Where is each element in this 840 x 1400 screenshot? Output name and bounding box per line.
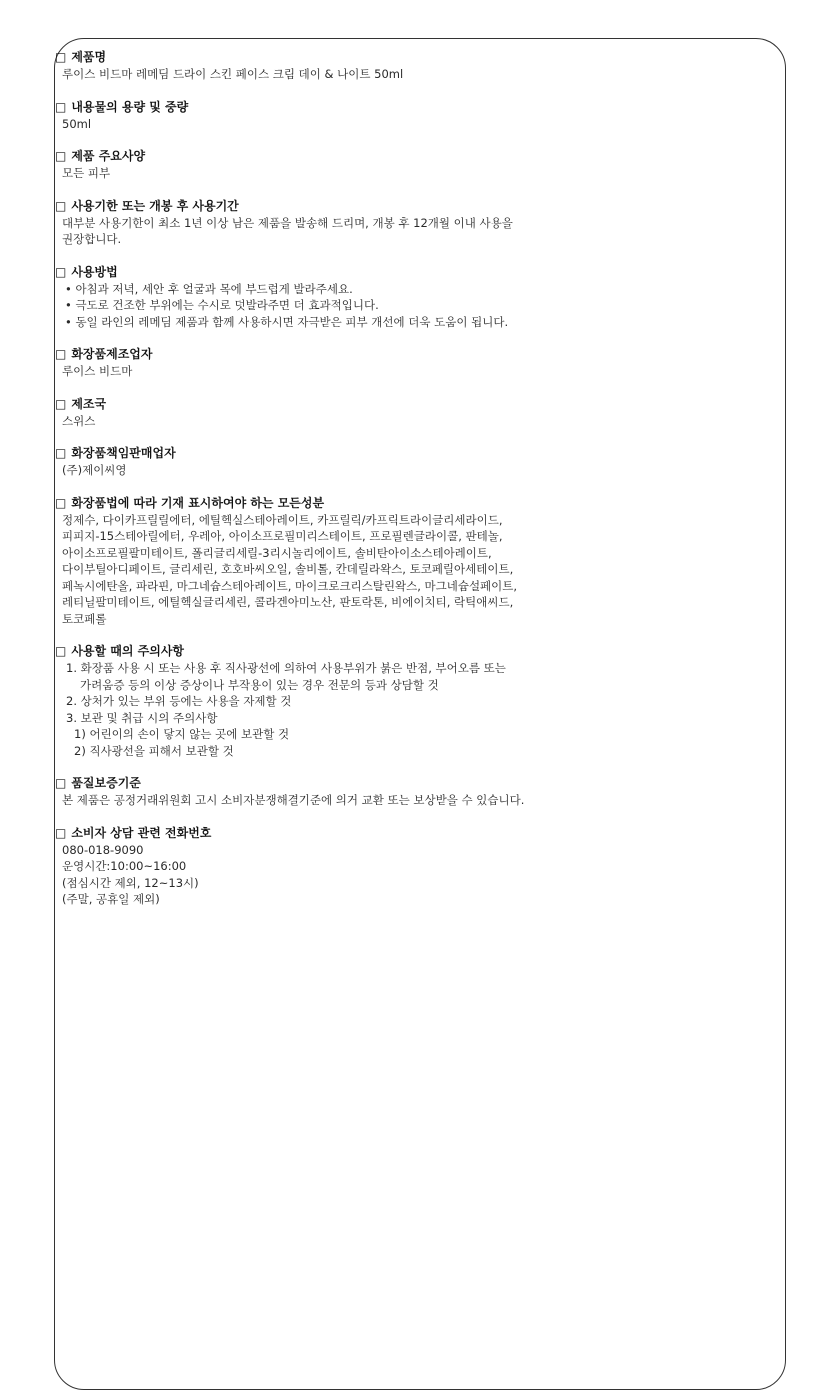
checkbox-icon: □ [55, 446, 67, 460]
heading-label: 제품명 [71, 50, 107, 64]
section-body [55, 66, 800, 83]
section-heading [55, 198, 800, 215]
body-line: 50ml [62, 116, 92, 131]
section-volume [55, 99, 800, 133]
body-line: 루이스 비드마 레메딤 드라이 스킨 페이스 크림 데이 & 나이트 50ml [62, 67, 404, 81]
body-line: 대부분 사용기한이 최소 1년 이상 남은 제품을 발송해 드리며, 개봉 후 12개월 이내 사용을 [62, 215, 513, 230]
section-body [55, 462, 800, 479]
operating-hours: 운영시간:10:00~16:00 [62, 859, 187, 873]
section-heading [55, 99, 800, 116]
section-body [55, 116, 800, 133]
section-heading [55, 775, 800, 792]
section-heading [55, 495, 800, 512]
section-usage [55, 264, 800, 331]
body-line: 모든 피부 [62, 166, 111, 180]
section-body [55, 165, 800, 182]
section-heading [55, 445, 800, 462]
heading-label: 화장품책임판매업자 [71, 446, 176, 460]
heading-label: 화장품제조업자 [71, 347, 153, 361]
product-info-list [55, 49, 800, 924]
checkbox-icon: □ [55, 264, 67, 279]
checkbox-icon: □ [55, 198, 67, 213]
body-line: 토코페롤 [62, 611, 107, 626]
heading-label: 소비자 상담 관련 전화번호 [71, 825, 212, 840]
heading-label: 사용기한 또는 개봉 후 사용기간 [71, 198, 239, 213]
section-body [55, 842, 800, 908]
heading-label: 사용방법 [71, 264, 118, 279]
checkbox-icon: □ [55, 644, 67, 658]
checkbox-icon: □ [55, 825, 67, 840]
precaution-item: 1. 화장품 사용 시 또는 사용 후 직사광선에 의하여 사용부위가 붉은 반점, 부어오름 또는 [66, 661, 506, 675]
checkbox-icon: □ [55, 50, 67, 64]
body-line: 정제수, 다이카프릴릴에터, 에틸헥실스테아레이트, 카프릴릭/카프릭트라이글리세라이드, [62, 512, 503, 527]
section-ingredients [55, 495, 800, 628]
section-precautions [55, 643, 800, 759]
precaution-item-continued: 가려움증 등의 이상 증상이나 부작용이 있는 경우 전문의 등과 상담할 것 [80, 677, 439, 692]
section-body [55, 281, 800, 331]
precaution-item: 2. 상처가 있는 부위 등에는 사용을 자제할 것 [66, 694, 292, 708]
section-heading [55, 49, 800, 66]
section-country [55, 396, 800, 430]
section-heading [55, 396, 800, 413]
precaution-subitem: 1) 어린이의 손이 닿지 않는 곳에 보관할 것 [74, 727, 290, 741]
section-heading [55, 643, 800, 660]
section-heading [55, 264, 800, 281]
checkbox-icon: □ [55, 347, 67, 361]
section-body [55, 792, 800, 809]
body-line: 권장합니다. [62, 232, 122, 246]
section-customer-service [55, 825, 800, 908]
heading-label: 제조국 [71, 396, 107, 411]
precaution-item: 3. 보관 및 취급 시의 주의사항 [66, 710, 218, 725]
section-specs [55, 148, 800, 182]
body-line: 다이부틸아디페이트, 글리세린, 호호바씨오일, 솔비톨, 칸데릴라왁스, 토코페릴아세테이트, [62, 562, 514, 576]
body-line: 루이스 비드마 [62, 364, 133, 378]
section-heading [55, 825, 800, 842]
phone-number: 080-018-9090 [62, 842, 144, 857]
section-body [55, 413, 800, 430]
checkbox-icon: □ [55, 776, 67, 790]
body-line: 아이소프로필팔미테이트, 폴리글리세릴-3리시놀리에이트, 솔비탄아이소스테아레이트, [62, 545, 492, 560]
lunch-break-note: (점심시간 제외, 12~13시) [62, 875, 199, 890]
section-heading [55, 148, 800, 165]
body-line: (주)제이씨영 [62, 463, 127, 477]
heading-label: 화장품법에 따라 기재 표시하여야 하는 모든성분 [71, 495, 325, 510]
section-heading [55, 346, 800, 363]
section-product-name [55, 49, 800, 83]
section-quality-guarantee [55, 775, 800, 809]
bullet-item: • 동일 라인의 레메딤 제품과 함께 사용하시면 자극받은 피부 개선에 더욱 도움이 됩니다. [65, 314, 509, 329]
section-body [55, 363, 800, 380]
body-line: 피피지-15스테아릴에터, 우레아, 아이소프로필미리스테이트, 프로필렌글라이콜, 판테놀, [62, 529, 503, 543]
holiday-note: (주말, 공휴일 제외) [62, 892, 160, 906]
checkbox-icon: □ [55, 99, 67, 114]
section-body [55, 512, 800, 628]
heading-label: 사용할 때의 주의사항 [71, 644, 185, 658]
section-distributor [55, 445, 800, 479]
body-line: 페녹시에탄올, 파라핀, 마그네슘스테아레이트, 마이크로크리스탈린왁스, 마그네슘설페이트, [62, 578, 518, 593]
heading-label: 제품 주요사양 [71, 149, 146, 163]
checkbox-icon: □ [55, 149, 67, 163]
section-body [55, 215, 800, 248]
bullet-item: • 아침과 저녁, 세안 후 얼굴과 목에 부드럽게 발라주세요. [65, 281, 353, 296]
checkbox-icon: □ [55, 495, 67, 510]
heading-label: 품질보증기준 [71, 776, 141, 790]
body-line: 레티닐팔미테이트, 에틸헥실글리세린, 콜라겐아미노산, 판토락톤, 비에이치티, 락틱애씨드, [62, 595, 514, 609]
section-manufacturer [55, 346, 800, 380]
heading-label: 내용물의 용량 및 중량 [71, 99, 189, 114]
body-line: 스위스 [62, 413, 96, 428]
checkbox-icon: □ [55, 396, 67, 411]
body-line: 본 제품은 공정거래위원회 고시 소비자분쟁해결기준에 의거 교환 또는 보상받을 수 있습니다. [62, 793, 525, 807]
bullet-item: • 극도로 건조한 부위에는 수시로 덧발라주면 더 효과적입니다. [65, 298, 379, 312]
section-expiry [55, 198, 800, 248]
section-body [55, 660, 800, 759]
precaution-subitem: 2) 직사광선을 피해서 보관할 것 [74, 743, 234, 758]
